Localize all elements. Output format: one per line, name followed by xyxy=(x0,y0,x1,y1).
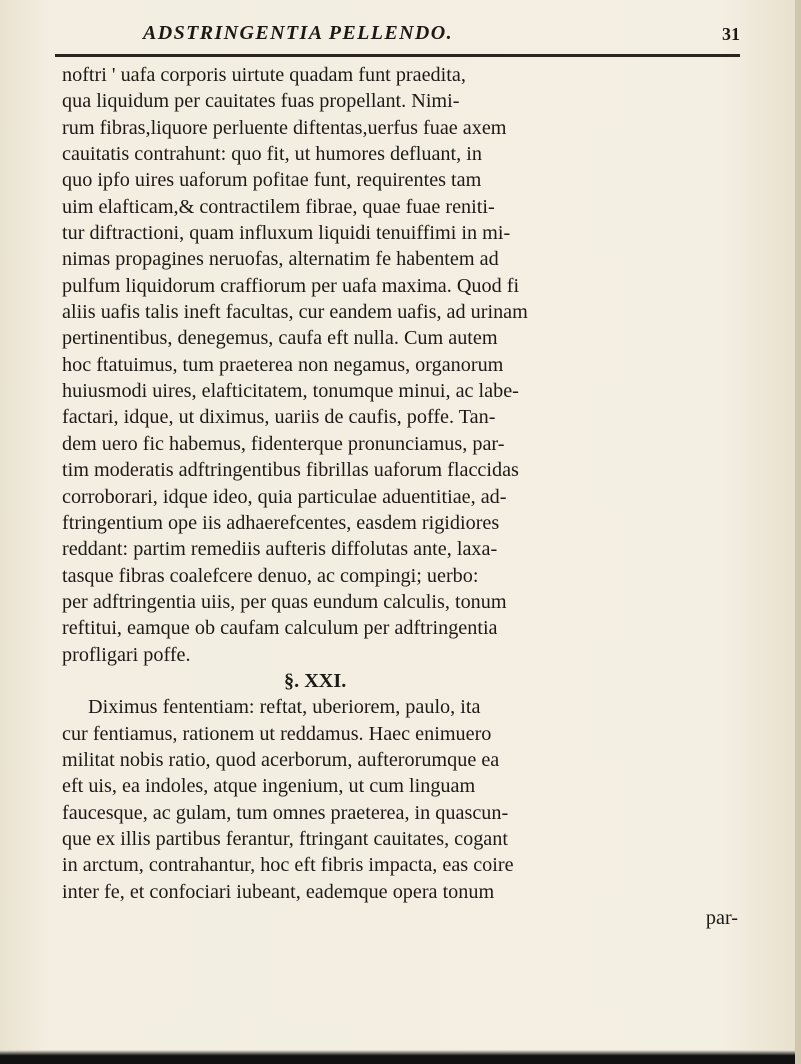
text-line: reddant: partim remediis aufteris diffolutas ante, laxa- xyxy=(62,538,498,561)
text-line: tim moderatis adftringentibus fibrillas uaforum flaccidas xyxy=(62,459,519,482)
text-line: corroborari, idque ideo, quia particulae aduentitiae, ad- xyxy=(62,485,507,508)
text-line: profligari poffe. xyxy=(62,643,191,666)
text-line: rum fibras,liquore perluente diftentas,uerfus fuae axem xyxy=(62,116,507,139)
text-line: inter fe, et confociari iubeant, eademque opera tonum xyxy=(62,880,495,903)
text-line: dem uero fic habemus, fidenterque pronunciamus, par- xyxy=(62,432,505,455)
body-text xyxy=(62,62,752,931)
text-line: faucesque, ac gulam, tum omnes praeterea, in quascun- xyxy=(62,801,509,824)
text-line: noftri ' uafa corporis uirtute quadam funt praedita, xyxy=(62,64,466,86)
text-line: uim elafticam,& contractilem fibrae, quae fuae reniti- xyxy=(62,195,495,218)
text-line: pertinentibus, denegemus, caufa eft nulla. Cum autem xyxy=(62,327,498,350)
text-line: ftringentium ope iis adhaerefcentes, easdem rigidiores xyxy=(62,511,500,534)
text-line: tasque fibras coalefcere denuo, ac compingi; uerbo: xyxy=(62,564,479,587)
page-number: 31 xyxy=(722,24,740,44)
page-header xyxy=(55,16,740,56)
text-line: factari, idque, ut diximus, uariis de caufis, poffe. Tan- xyxy=(62,406,496,429)
text-line: reftitui, eamque ob caufam calculum per adftringentia xyxy=(62,617,498,640)
section-heading: §. XXI. xyxy=(284,669,347,692)
text-line: in arctum, contrahantur, hoc eft fibris impacta, eas coire xyxy=(62,854,514,877)
text-line: eft uis, ea indoles, atque ingenium, ut cum linguam xyxy=(62,775,476,798)
text-line: hoc ftatuimus, tum praeterea non negamus, organorum xyxy=(62,353,504,376)
text-line: per adftringentia uiis, per quas eundum calculis, tonum xyxy=(62,590,507,613)
text-line: nimas propagines neruofas, alternatim fe habentem ad xyxy=(62,248,499,271)
catchword: par- xyxy=(705,907,738,929)
text-line: Diximus fententiam: reftat, uberiorem, paulo, ita xyxy=(88,696,481,719)
text-line: huiusmodi uires, elafticitatem, tonumque minui, ac labe- xyxy=(62,380,519,403)
page-edge xyxy=(795,0,801,1064)
text-line: que ex illis partibus ferantur, ftringant cauitates, cogant xyxy=(62,827,508,850)
text-line: quo ipfo uires uaforum pofitae funt, requirentes tam xyxy=(62,169,482,192)
bottom-border xyxy=(0,1050,801,1064)
text-line: cauitatis contrahunt: quo fit, ut humores defluant, in xyxy=(62,143,482,166)
running-title: ADSTRINGENTIA PELLENDO. xyxy=(143,22,454,44)
text-line: qua liquidum per cauitates fuas propellant. Nimi- xyxy=(62,90,460,113)
text-line: aliis uafis talis ineft facultas, cur eandem uafis, ad urinam xyxy=(62,301,528,324)
text-line: tur diftractioni, quam influxum liquidi tenuiffimi in mi- xyxy=(62,222,511,245)
header-rule xyxy=(55,54,740,57)
text-line: cur fentiamus, rationem ut reddamus. Haec enimuero xyxy=(62,722,492,745)
text-line: pulfum liquidorum craffiorum per uafa maxima. Quod fi xyxy=(62,274,520,297)
text-line: militat nobis ratio, quod acerborum, aufterorumque ea xyxy=(62,748,500,771)
